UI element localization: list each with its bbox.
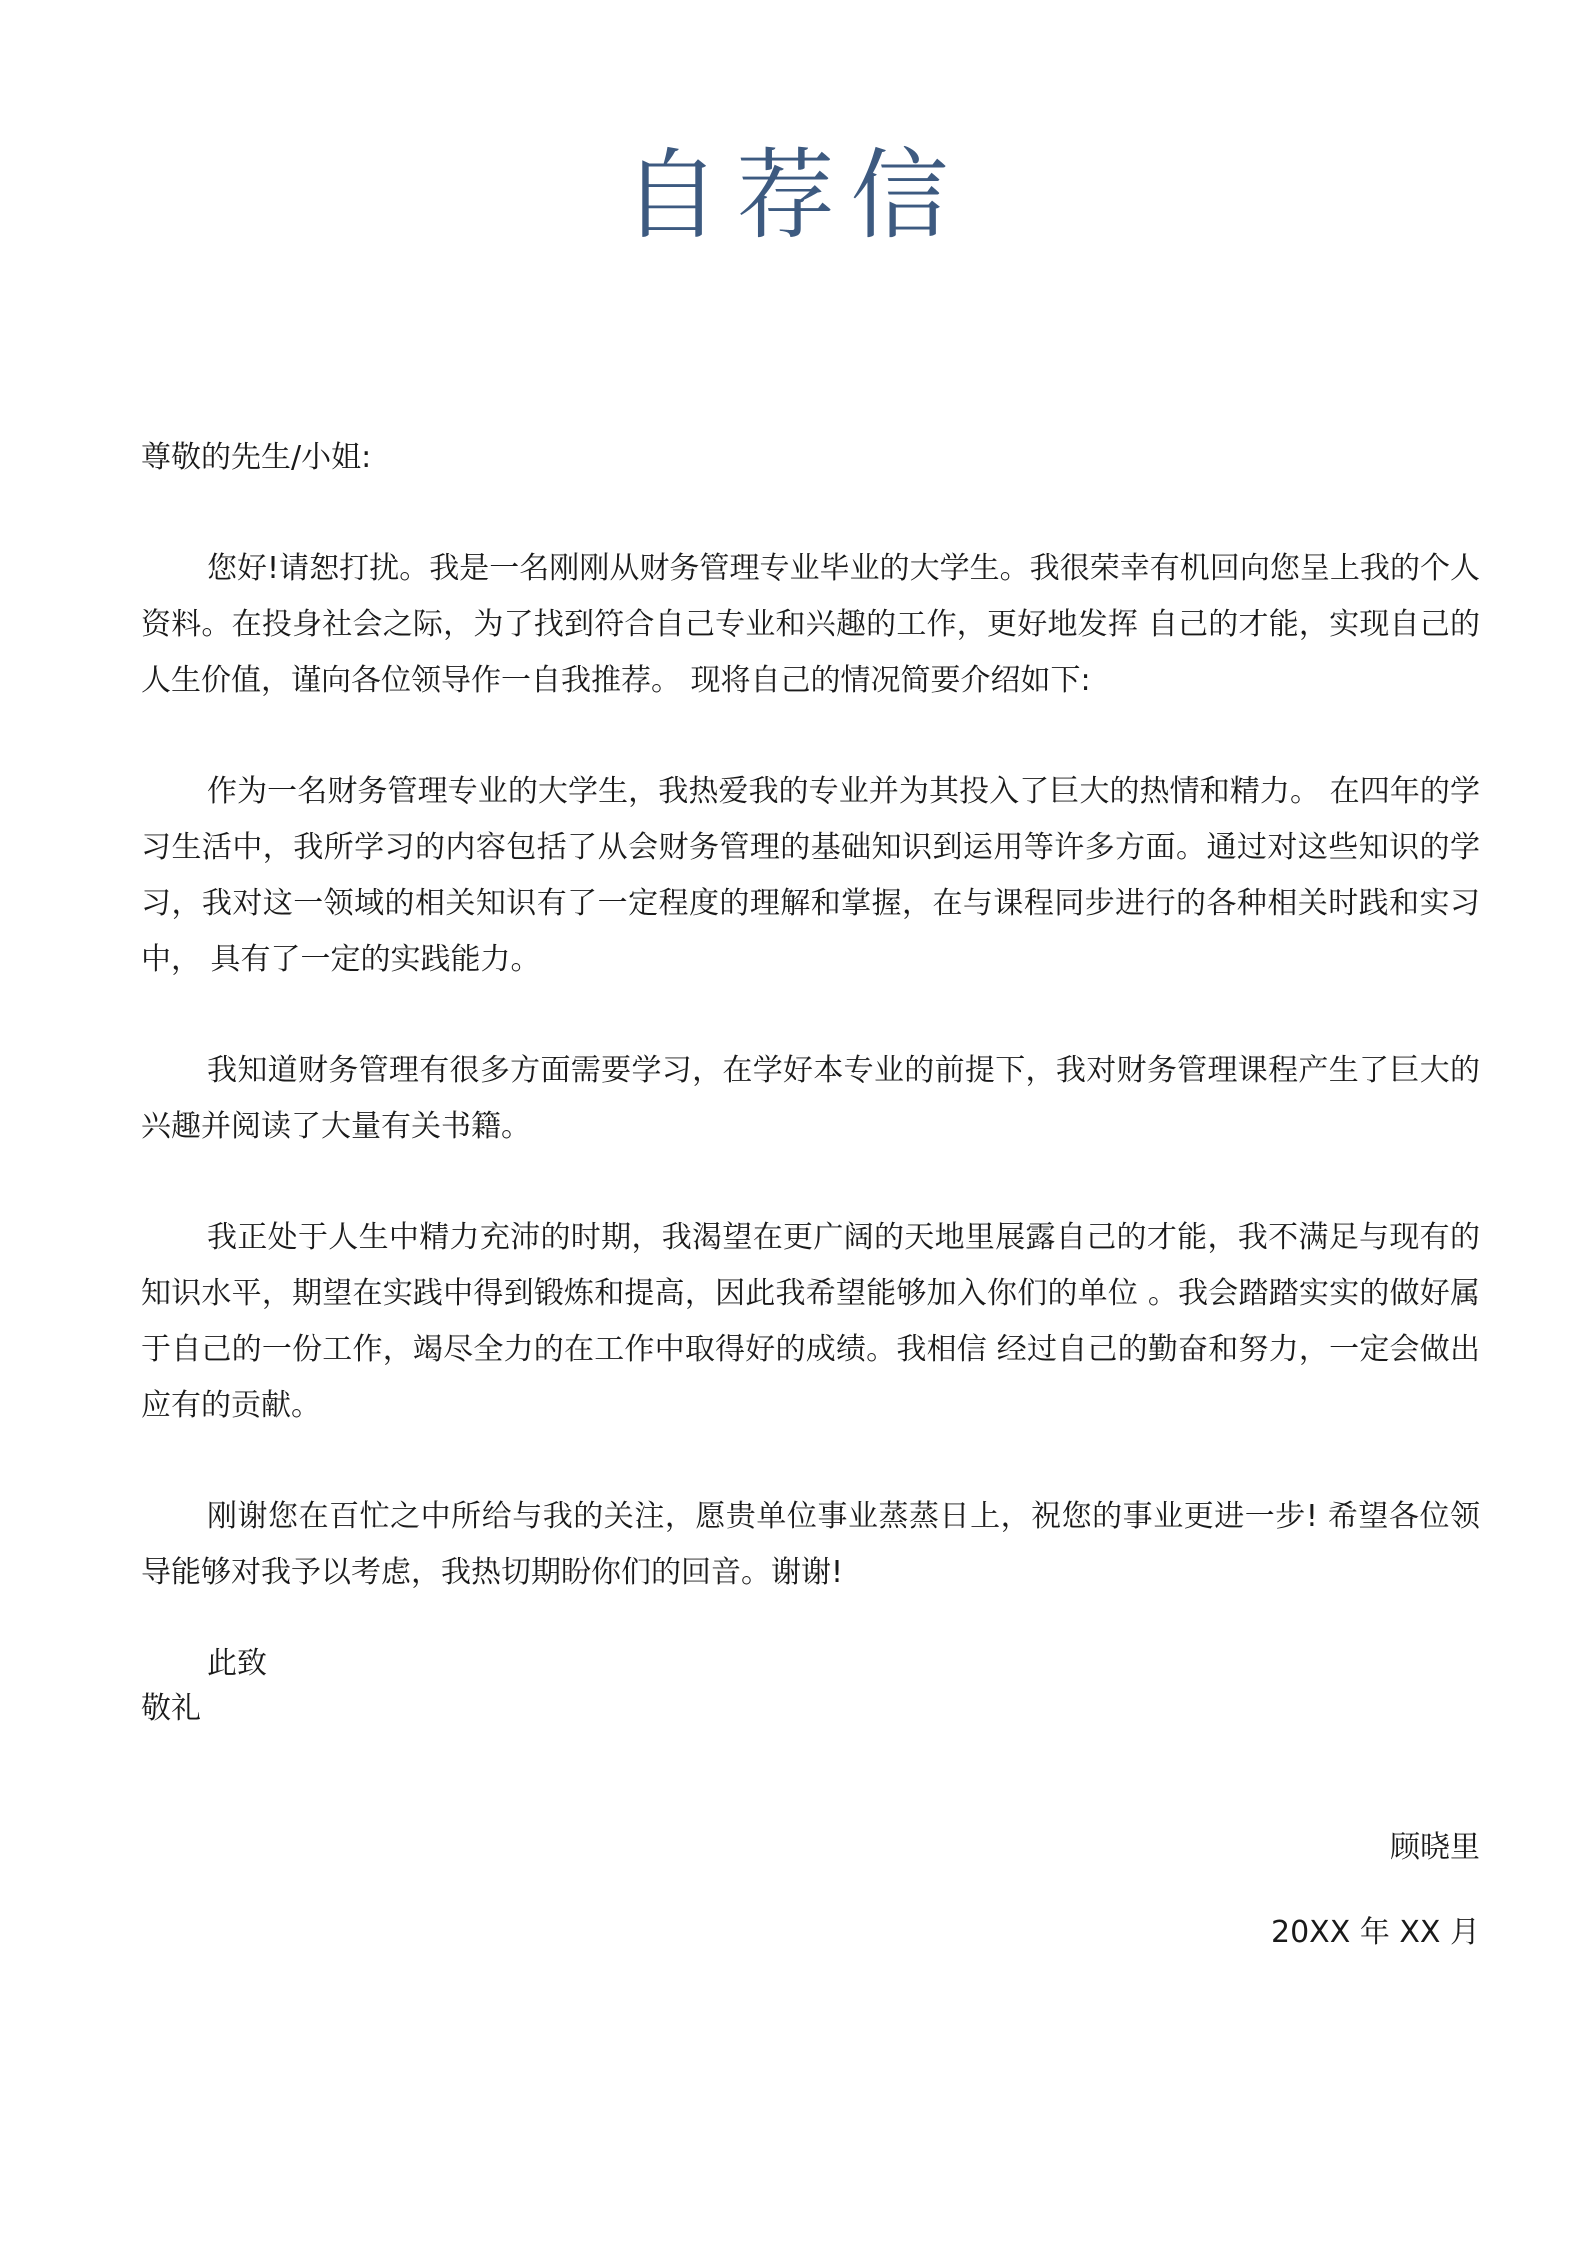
signature-date: 20XX 年 XX 月: [1271, 1915, 1480, 1950]
paragraph-greeting: 您好!请恕打扰。我是一名刚刚从财务管理专业毕业的大学生。我很荣幸有机回向您呈上我的个人资料。在投身社会之际，为了找到符合自己专业和兴趣的工作，更好地发挥 自己的才能，实现自己的人生价值，谨向各位领导作一自我推荐。 现将自己的情况简要介绍如下:: [141, 551, 1480, 698]
letter-title: 自荐信: [622, 139, 965, 253]
signature-block: [1271, 1825, 1480, 1955]
letter-body: [141, 430, 1480, 1731]
closing-zhizhi: 此致: [207, 1646, 267, 1681]
paragraph-education: 作为一名财务管理专业的大学生，我热爱我的专业并为其投入了巨大的热情和精力。 在四年的学习生活中，我所学习的内容包括了从会财务管理的基础知识到运用等许多方面。通过对这些知识的学习，我对这一领域的相关知识有了一定程度的理解和掌握，在与课程同步进行的各种相关时践和实习中， 具有了一定的实践能力。: [141, 774, 1480, 977]
signature-name: 顾晓里: [1390, 1830, 1480, 1865]
closing-jingli: 敬礼: [141, 1691, 201, 1726]
salutation: 尊敬的先生/小姐:: [141, 440, 372, 475]
paragraph-thanks: 刚谢您在百忙之中所给与我的关注，愿贵单位事业蒸蒸日上，祝您的事业更进一步! 希望各位领导能够对我予以考虑，我热切期盼你们的回音。谢谢!: [141, 1499, 1480, 1590]
paragraph-interest: 我知道财务管理有很多方面需要学习，在学好本专业的前提下，我对财务管理课程产生了巨大的兴趣并阅读了大量有关书籍。: [141, 1053, 1480, 1144]
paragraph-aspiration: 我正处于人生中精力充沛的时期，我渴望在更广阔的天地里展露自己的才能，我不满足与现有的知识水平，期望在实践中得到锻炼和提高，因此我希望能够加入你们的单位 。我会踏踏实实的做好属于自己的一份工作，竭尽全力的在工作中取得好的成绩。我相信 经过自己的勤奋和努力，一定会做出应有的贡献。: [141, 1220, 1480, 1423]
